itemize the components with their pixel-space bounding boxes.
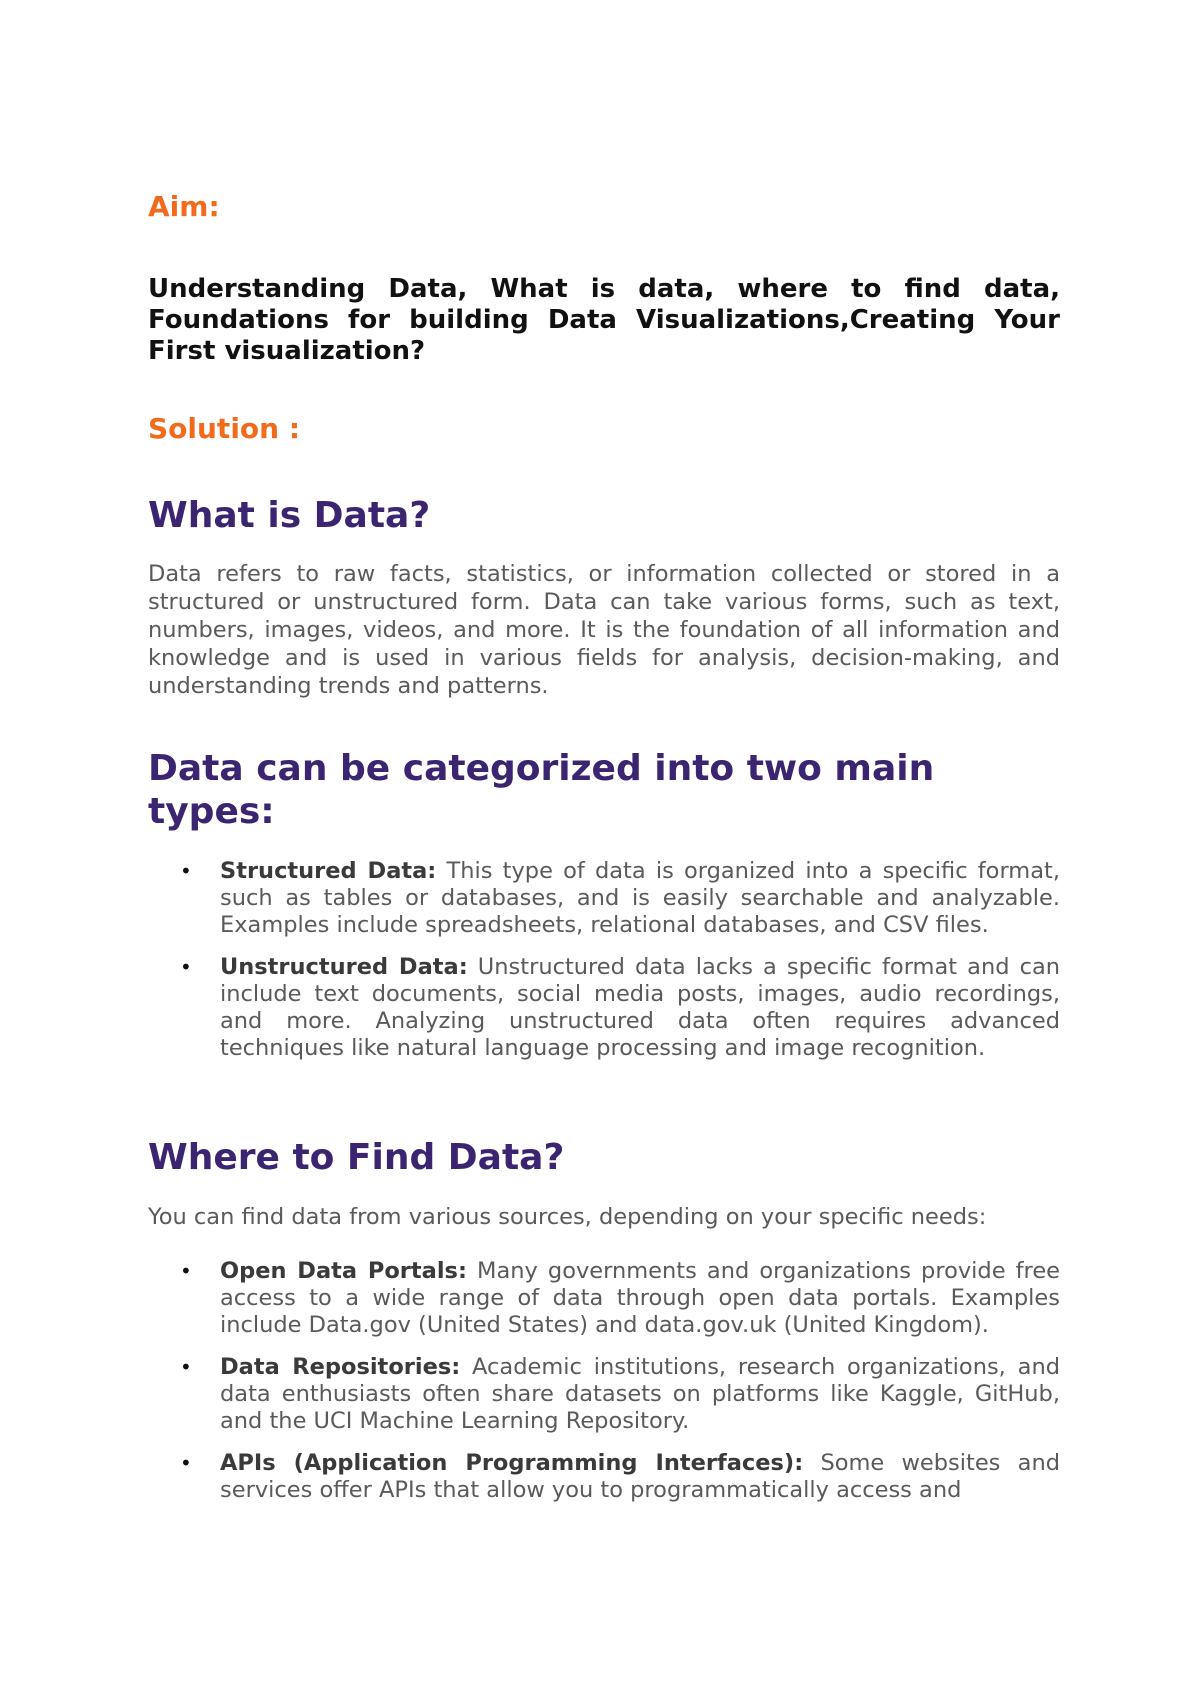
bullet-icon: • xyxy=(180,1355,192,1379)
data-types-list xyxy=(148,858,1060,1077)
paragraph-what-is-data: Data refers to raw facts, statistics, or information collected or stored in a structured or unstructured form. Data can take various forms, such as text, numbers, images, videos, and more. It is the foundation of all information and knowledge and is used in various fields for analysis, decision-making, and understanding trends and patterns. xyxy=(148,561,1060,699)
list-item-term: Data Repositories: xyxy=(220,1354,461,1380)
solution-label: Solution : xyxy=(148,412,301,445)
list-item xyxy=(148,1354,1060,1435)
list-item xyxy=(148,954,1060,1062)
list-item-text: This type of data is organized into a specific format, such as tables or databases, and is easily searchable and analyzable. Examples include spreadsheets, relational databases, and CSV files. xyxy=(220,858,1060,938)
bullet-icon: • xyxy=(180,859,192,883)
document-page xyxy=(148,0,1060,1698)
list-item-text: Many governments and organizations provide free access to a wide range of data through open data portals. Examples include Data.gov (United States) and data.gov.uk (United Kingdom). xyxy=(220,1258,1061,1338)
list-item-text: Some websites and services offer APIs that allow you to programmatically access and xyxy=(220,1450,1060,1503)
list-item-text: Unstructured data lacks a specific format and can include text documents, social media posts, images, audio recordings, and more. Analyzing unstructured data often requires advanced techniques like natural language processing and image recognition. xyxy=(220,954,1060,1061)
list-item-term: APIs (Application Programming Interfaces): xyxy=(220,1450,804,1476)
bullet-icon: • xyxy=(180,1451,192,1475)
bullet-icon: • xyxy=(180,955,192,979)
aim-question: Understanding Data, What is data, where to find data, Foundations for building Data Visualizations,Creating Your First visualization? xyxy=(148,274,1060,366)
list-item xyxy=(148,1450,1060,1504)
list-item-text: Academic institutions, research organizations, and data enthusiasts often share datasets on platforms like Kaggle, GitHub, and the UCI Machine Learning Repository. xyxy=(220,1354,1060,1434)
heading-where-to-find-data: Where to Find Data? xyxy=(148,1137,565,1178)
bullet-icon: • xyxy=(180,1259,192,1283)
heading-what-is-data: What is Data? xyxy=(148,495,431,536)
heading-data-types: Data can be categorized into two main types: xyxy=(148,748,935,832)
list-item-term: Unstructured Data: xyxy=(220,954,468,980)
aim-label: Aim: xyxy=(148,190,220,223)
list-item-term: Structured Data: xyxy=(220,858,437,884)
list-item xyxy=(148,858,1060,939)
data-sources-list xyxy=(148,1258,1060,1519)
paragraph-where-intro: You can find data from various sources, depending on your specific needs: xyxy=(148,1204,987,1230)
list-item xyxy=(148,1258,1060,1339)
list-item-term: Open Data Portals: xyxy=(220,1258,467,1284)
